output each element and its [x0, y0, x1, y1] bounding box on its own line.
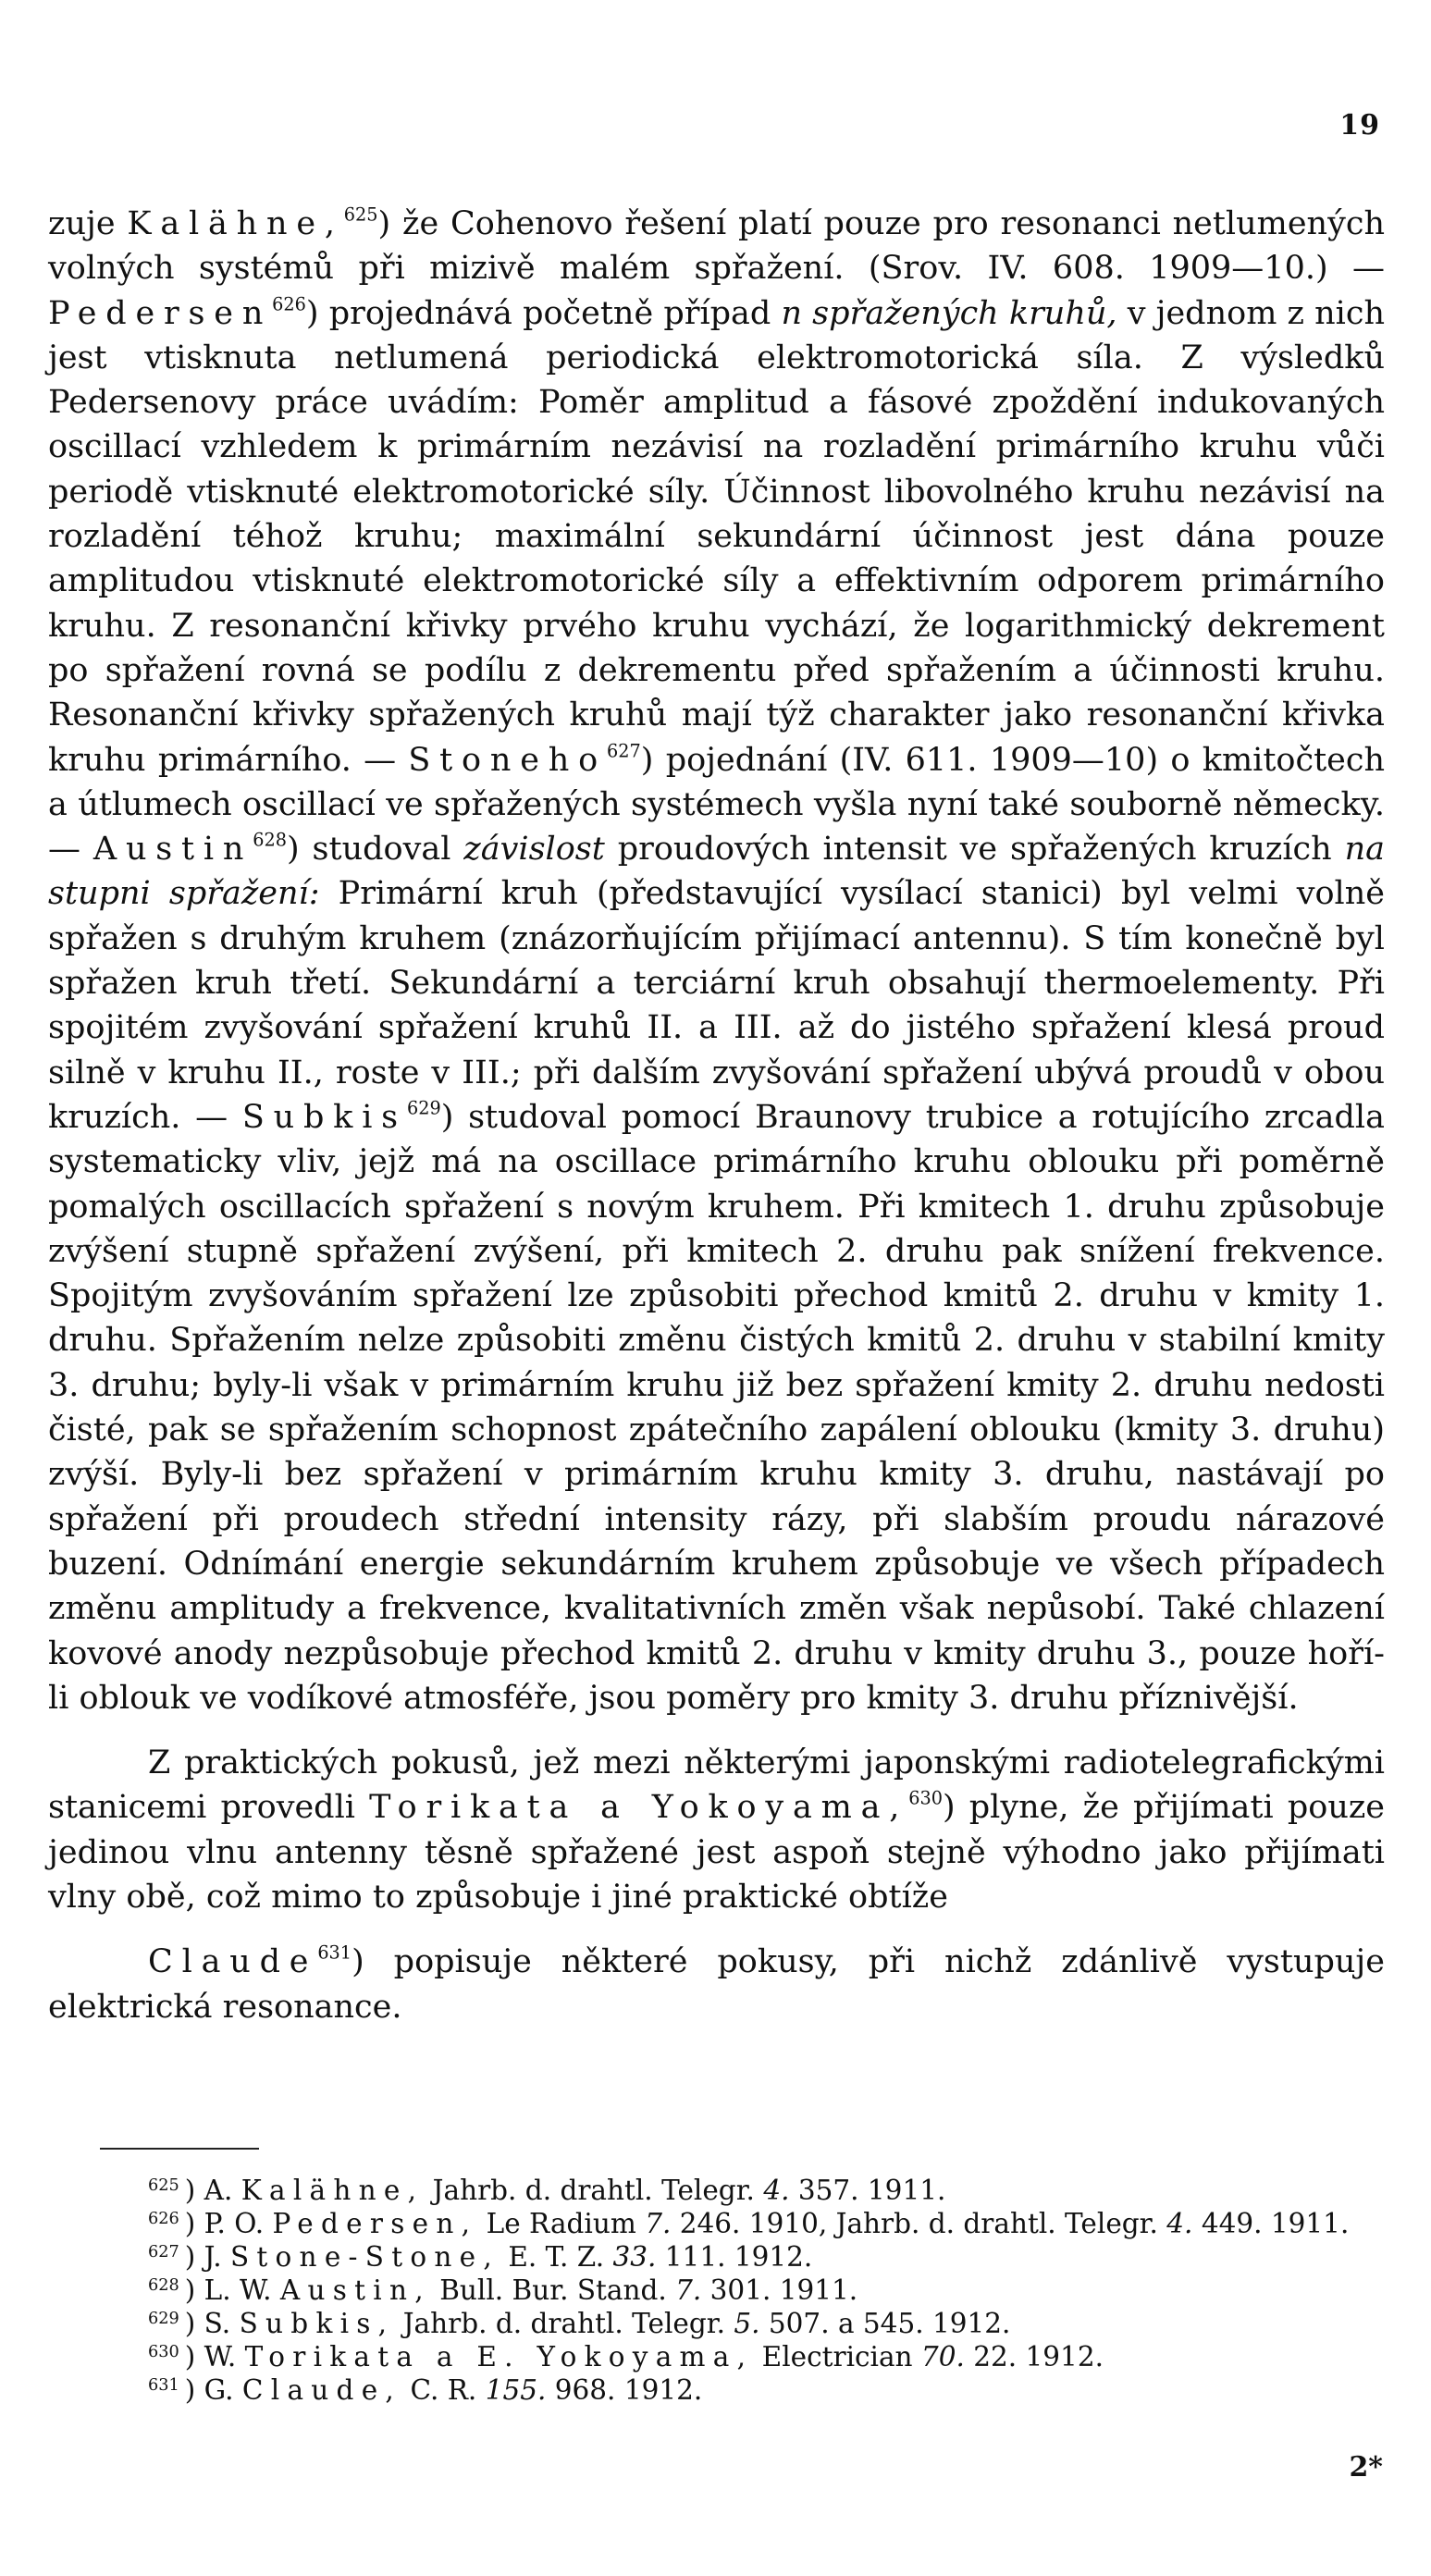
paragraph-3 — [48, 1940, 1385, 2029]
text-run: ) P. O. — [184, 2208, 273, 2239]
text-run: ) plyne, že přijímati pouze jedinou vlnu antenny těsně spřažené jest aspoň stejně výhodno jako přijímati vlny obě, což mimo to způsobuje i jiné praktické obtíže — [48, 1789, 1386, 1916]
text-run: 301. 1911. — [701, 2274, 858, 2306]
footnote-marker: 628 — [148, 2276, 179, 2296]
footnote-marker: 625 — [343, 203, 378, 226]
emphasis-text: 155. — [485, 2374, 547, 2406]
footnote-marker: 625 — [148, 2176, 179, 2196]
author-name: Subkis, — [239, 2308, 395, 2339]
text-run: E. T. Z. — [499, 2241, 613, 2273]
footnote-marker: 627 — [607, 740, 641, 762]
text-run: zuje — [48, 205, 128, 242]
text-run: 449. 1911. — [1192, 2208, 1350, 2239]
author-name: Austin — [93, 831, 253, 869]
text-run: 22. 1912. — [964, 2341, 1104, 2373]
text-run: ) W. — [184, 2341, 245, 2373]
page-number: 19 — [1339, 109, 1380, 142]
footnote-625 — [48, 2174, 1385, 2207]
footnote-marker: 631 — [317, 1941, 352, 1964]
footnote-marker: 626 — [272, 293, 306, 315]
footnote-marker: 629 — [406, 1097, 441, 1119]
text-run: 246. 1910, Jahrb. d. drahtl. Telegr. — [671, 2208, 1167, 2239]
text-run: 968. 1912. — [546, 2374, 703, 2406]
text-run: C. R. — [401, 2374, 486, 2406]
paragraph-2 — [48, 1741, 1385, 1919]
author-name: Pedersen — [48, 294, 273, 332]
text-run: Jahrb. d. drahtl. Telegr. — [424, 2175, 764, 2206]
footnote-629 — [48, 2307, 1385, 2340]
footnote-marker: 630 — [148, 2343, 179, 2362]
text-run: Bull. Bur. Stand. — [430, 2274, 676, 2306]
text-run: proudových intensit ve spřažených kruzích — [604, 831, 1345, 869]
author-name: Claude — [148, 1943, 318, 1981]
author-name: Kalähne, — [127, 205, 344, 242]
emphasis-text: 7. — [675, 2274, 702, 2306]
emphasis-text: 4. — [1166, 2208, 1193, 2239]
emphasis-text: 4. — [763, 2175, 790, 2206]
text-run: ) projednává početně případ — [305, 294, 782, 332]
footnote-marker: 627 — [148, 2243, 179, 2262]
paragraph-1 — [48, 202, 1385, 1720]
text-run: ) J. — [184, 2241, 230, 2273]
author-name: Torikata a Yokoyama, — [369, 1789, 909, 1827]
author-name: Kalähne, — [241, 2175, 425, 2206]
text-run: Le Radium — [477, 2208, 646, 2239]
signature-mark: 2* — [1349, 2451, 1383, 2484]
text-run: Z praktických pokusů, jež mezi některými japonskými radiotelegrafickými stanicemi provedli — [48, 1744, 1385, 1827]
author-name: Claude, — [241, 2374, 402, 2406]
footnote-631 — [48, 2373, 1385, 2407]
footnote-627 — [48, 2240, 1385, 2274]
author-name: Austin, — [279, 2274, 431, 2306]
emphasis-text: n spřažených kruhů, — [781, 294, 1117, 332]
text-run: ) že Cohenovo řešení platí pouze pro resonanci netlumených volných systémů při mizivě malém spřažení. (Srov. IV. 608. 1909—10.) — — [48, 205, 1386, 288]
footnote-marker: 630 — [908, 1787, 943, 1809]
text-run: 111. 1912. — [656, 2241, 813, 2273]
emphasis-text: 5. — [734, 2308, 760, 2339]
author-name: Pedersen, — [272, 2208, 478, 2239]
text-run: Electrician — [753, 2341, 921, 2373]
text-run: Primární kruh (představující vysílací stanici) byl velmi volně spřažen s druhým kruhem (znázorňujícím přijímací antennu). S tím konečně byl spřažen kruh třetí. Sekundární a terciární kruh obsahují thermoelementy. Při spojitém zvyšování spřažení kruhů II. a III. až do jistého spřažení klesá proud silně v kruhu II., roste v III.; při dalším zvyšování spřažení ubývá proudů v obou kruzích. — — [48, 875, 1385, 1136]
text-run: ) popisuje některé pokusy, při nichž zdánlivě vystupuje elektrická resonance. — [48, 1943, 1385, 2026]
text-run: ) studoval pomocí Braunovy trubice a rotujícího zrcadla systematicky vliv, jejž má na oscillace primárního kruhu oblouku při poměrně pomalých oscillacích spřažení s novým kruhem. Při kmitech 1. druhu způsobuje zvýšení stupně spřažení zvýšení, při kmitech 2. druhu pak snížení frekvence. Spojitým zvyšováním spřažení lze způsobiti přechod kmitů 2. druhu v kmity 1. druhu. Spřažením nelze způsobiti změnu čistých kmitů 2. druhu v stabilní kmity 3. druhu; byly-li však v primárním kruhu již bez spřažení kmity 2. druhu nedosti čisté, pak se spřažením schopnost zpátečního zapálení oblouku (kmity 3. druhu) zvýší. Byly-li bez spřažení v primárním kruhu kmity 3. druhu, nastávají po spřažení při proudech střední intensity rázy, při slabším proudu nárazové buzení. Odnímání energie sekundárním kruhem způsobuje ve všech případech změnu amplitudy a frekvence, kvalitativních změn však nepůsobí. Také chlazení kovové anody nezpůsobuje přechod kmitů 2. druhu v kmity druhu 3., pouze hoří-li oblouk ve vodíkové atmosféře, jsou poměry pro kmity 3. druhu příznivější. — [48, 1098, 1385, 1717]
text-run: ) G. — [184, 2374, 242, 2406]
emphasis-text: závislost — [463, 831, 605, 869]
body-text — [48, 202, 1385, 2029]
text-run: ) L. W. — [184, 2274, 280, 2306]
author-name: Subkis — [241, 1098, 407, 1136]
text-run: Jahrb. d. drahtl. Telegr. — [394, 2308, 734, 2339]
footnotes — [48, 2174, 1385, 2407]
emphasis-text: 70. — [920, 2341, 965, 2373]
footnote-626 — [48, 2207, 1385, 2240]
text-run: ) S. — [184, 2308, 240, 2339]
footnote-marker: 629 — [148, 2310, 179, 2329]
author-name: Stoneho — [408, 741, 607, 779]
footnote-marker: 628 — [253, 829, 288, 851]
emphasis-text: 7. — [645, 2208, 672, 2239]
emphasis-text: na stupni spřažení: — [48, 831, 1385, 913]
author-name: Stone-Stone, — [229, 2241, 500, 2273]
text-run: ) studoval — [287, 831, 464, 869]
text-run: ) A. — [184, 2175, 241, 2206]
text-run: ) pojednání (IV. 611. 1909—10) o kmitočtech a útlumech oscillací ve spřažených systémech vyšla nyní také souborně německy. — — [48, 741, 1385, 869]
text-run: 507. a 545. 1912. — [759, 2308, 1011, 2339]
footnote-630 — [48, 2340, 1385, 2373]
text-run: v jednom z nich jest vtisknuta netlumená periodická elektromotorická síla. Z výsledků Pedersenovy práce uvádím: Poměr amplitud a fásové zpoždění indukovaných oscillací vzhledem k primárním nezávisí na rozladění primárního kruhu vůči periodě vtisknuté elektromotorické síly. Účinnost libovolného kruhu nezávisí na rozladění téhož kruhu; maximální sekundární účinnost jest dána pouze amplitudou vtisknuté elektromotorické síly a effektivním odporem primárního kruhu. Z resonanční křivky prvého kruhu vychází, že logarithmický dekrement po spřažení rovná se podílu z dekrementu před spřažením a účinnosti kruhu. Resonanční křivky spřažených kruhů mají týž charakter jako resonanční křivka kruhu primárního. — — [48, 294, 1385, 779]
text-run: 357. 1911. — [789, 2175, 946, 2206]
footnote-marker: 626 — [148, 2210, 179, 2229]
emphasis-text: 33. — [612, 2241, 657, 2273]
footnote-separator — [100, 2148, 259, 2150]
footnote-marker: 631 — [148, 2376, 179, 2396]
footnote-628 — [48, 2274, 1385, 2307]
author-name: Torikata a E. Yokoyama, — [244, 2341, 754, 2373]
